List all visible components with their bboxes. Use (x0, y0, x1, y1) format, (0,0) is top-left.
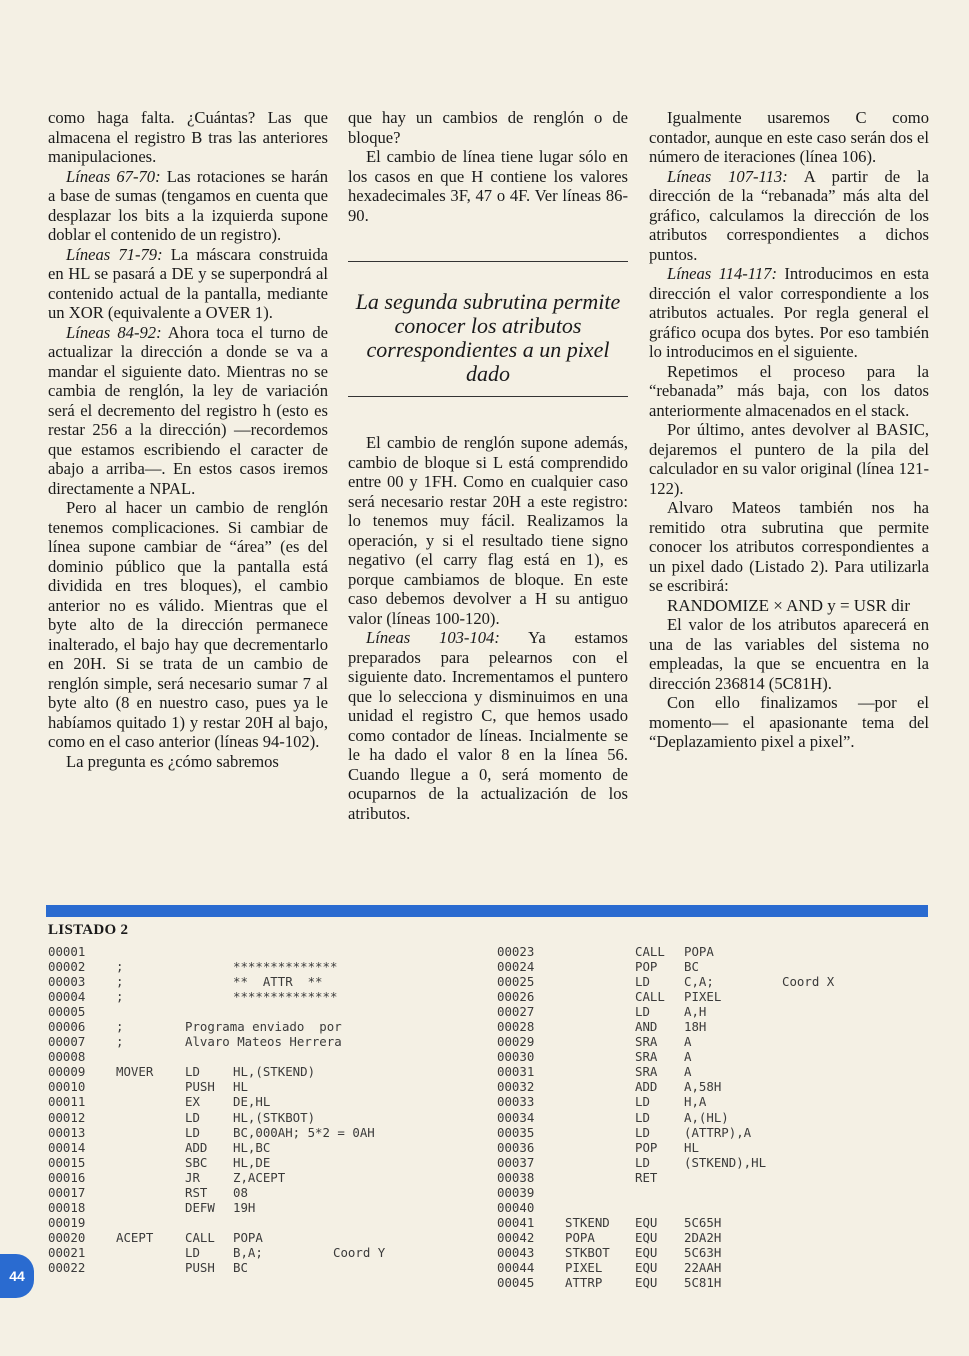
line-number: 00041 (497, 1214, 535, 1230)
code-label: ATTRP (565, 1275, 603, 1291)
line-number: 00039 (497, 1184, 535, 1200)
line-number: 00004 (48, 989, 86, 1005)
line-number: 00017 (48, 1184, 86, 1200)
line-number: 00036 (497, 1139, 535, 1155)
code-opcode: EQU (635, 1259, 658, 1275)
code-operand: A (684, 1049, 692, 1065)
line-number: 00042 (497, 1229, 535, 1245)
code-opcode: LD (635, 1109, 650, 1125)
code-operand: B,A; (233, 1244, 263, 1260)
line-number: 00002 (48, 959, 86, 975)
line-number: 00025 (497, 974, 535, 990)
paragraph-text: Igualmente usaremos C como contador, aunque en este caso serán dos el número de iteraciones (línea 106). (649, 108, 929, 166)
paragraph-text: Ahora toca el turno de actualizar la dirección a donde se va a mandar el siguiente dato. Mientras no se cambia de renglón, la ley de variación será el decremento del registro h (esto es restar 256 a la dirección) —recordemos que estamos escribiendo el caracter de abajo a arriba—. En estos casos iremos directamente a NPAL. (48, 322, 328, 498)
code-operand: (STKEND),HL (684, 1154, 767, 1170)
paragraph (649, 362, 929, 421)
text-column-2-top (348, 108, 628, 225)
code-opcode: EX (185, 1094, 200, 1110)
code-opcode: Programa enviado por (185, 1019, 342, 1035)
code-opcode: ADD (185, 1139, 208, 1155)
line-reference: Líneas 67-70: (66, 166, 161, 186)
line-number: 00045 (497, 1275, 535, 1291)
code-operand: 19H (233, 1199, 256, 1215)
paragraph-text: La máscara construida en HL se pasará a DE y se superpondrá al contenido actual de la pantalla, mediante un XOR (equivalente a OVER 1). (48, 244, 328, 322)
line-number: 00024 (497, 959, 535, 975)
text-column-1 (48, 108, 328, 771)
code-operand: A (684, 1034, 692, 1050)
line-number: 00035 (497, 1124, 535, 1140)
page-number: 44 (9, 1268, 25, 1284)
line-reference: Líneas 84-92: (66, 322, 162, 342)
line-reference: Líneas 103-104: (366, 628, 500, 647)
line-number: 00005 (48, 1004, 86, 1020)
code-comment: Coord X (782, 974, 835, 990)
line-number: 00009 (48, 1064, 86, 1080)
paragraph-text: Introducimos en esta dirección el valor correspondiente a los atributos actuales. Por regla general el gráfico ocupa dos bytes. Por eso también lo introducimos en el siguiente. (649, 264, 929, 361)
line-number: 00028 (497, 1019, 535, 1035)
code-operand: HL,DE (233, 1154, 271, 1170)
text-column-3-top (649, 108, 929, 596)
line-number: 00037 (497, 1154, 535, 1170)
paragraph (48, 167, 328, 245)
paragraph-text: A partir de la dirección de la “rebanada” más alta del gráfico, calculamos la dirección de los atributos correspondientes a dichos puntos. (649, 166, 929, 264)
code-label: ; (116, 989, 124, 1005)
code-operand: ************** (233, 959, 338, 975)
code-opcode: ADD (635, 1079, 658, 1095)
line-number: 00032 (497, 1079, 535, 1095)
code-opcode: SRA (635, 1034, 658, 1050)
line-number: 00021 (48, 1244, 86, 1260)
code-opcode: PUSH (185, 1259, 215, 1275)
line-number: 00018 (48, 1199, 86, 1215)
paragraph-text: Las rotaciones se harán a base de sumas (tengamos en cuenta que desplazar los bits a la izquierda supone doblar el contenido de un registro). (48, 166, 328, 244)
code-opcode: Alvaro Mateos Herrera (185, 1034, 342, 1050)
paragraph-text: El cambio de renglón supone además, cambio de bloque si L está comprendido entre 00 y 1FH. Como en cualquier caso será necesario restar 20H a este registro: lo tenemos muy fácil. Realizamos la operación, y si el resultado tiene signo negativo (el carry flag está en 1), es porque cambiamos de bloque. En este caso debemos devolver a H su antiguo valor (líneas 100-120). (348, 433, 628, 628)
code-label: ; (116, 959, 124, 975)
code-opcode: EQU (635, 1244, 658, 1260)
paragraph-text: Por último, antes devolver al BASIC, dejaremos el puntero de la pila del calculador en su valor original (línea 121-122). (649, 420, 929, 498)
paragraph-text: La pregunta es ¿cómo sabremos (66, 751, 279, 771)
paragraph (348, 433, 628, 628)
code-operand: 22AAH (684, 1259, 722, 1275)
code-operand: POPA (233, 1229, 263, 1245)
line-number: 00022 (48, 1259, 86, 1275)
line-reference: Líneas 71-79: (66, 244, 163, 264)
listing-title: LISTADO 2 (48, 922, 129, 938)
code-operand: 5C65H (684, 1214, 722, 1230)
line-number: 00019 (48, 1214, 86, 1230)
code-opcode: CALL (185, 1229, 215, 1245)
line-number: 00020 (48, 1229, 86, 1245)
code-opcode: RET (635, 1169, 658, 1185)
line-number: 00029 (497, 1034, 535, 1050)
code-operand: PIXEL (684, 989, 722, 1005)
code-operand: HL,BC (233, 1139, 271, 1155)
line-number: 00026 (497, 989, 535, 1005)
paragraph-text: El cambio de línea tiene lugar sólo en los casos en que H contiene los valores hexadecimales 3F, 47 o 4F. Ver líneas 86-90. (348, 147, 628, 225)
code-label: STKEND (565, 1214, 610, 1230)
paragraph (348, 147, 628, 225)
code-operand: A,58H (684, 1079, 722, 1095)
code-operand: 5C63H (684, 1244, 722, 1260)
code-operand: BC,000AH; 5*2 = 0AH (233, 1124, 375, 1140)
code-operand: POPA (684, 944, 714, 959)
code-operand: H,A (684, 1094, 707, 1110)
code-opcode: LD (185, 1244, 200, 1260)
code-comment: Coord Y (333, 1244, 386, 1260)
line-reference: Líneas 107-113: (667, 166, 788, 186)
line-number: 00040 (497, 1199, 535, 1215)
code-opcode: SRA (635, 1064, 658, 1080)
code-opcode: LD (635, 1094, 650, 1110)
paragraph (649, 420, 929, 498)
code-opcode: LD (185, 1124, 200, 1140)
line-number: 00016 (48, 1169, 86, 1185)
line-number: 00013 (48, 1124, 86, 1140)
paragraph (649, 167, 929, 265)
paragraph (48, 498, 328, 752)
text-column-2-bottom (348, 433, 628, 823)
code-operand: BC (233, 1259, 248, 1275)
line-reference: Líneas 114-117: (667, 264, 777, 283)
code-opcode: SRA (635, 1049, 658, 1065)
pullquote-rule-bottom (348, 396, 628, 397)
line-number: 00015 (48, 1154, 86, 1170)
line-number: 00030 (497, 1049, 535, 1065)
text-column-3 (649, 108, 929, 752)
code-label: STKBOT (565, 1244, 610, 1260)
paragraph-text: Pero al hacer un cambio de renglón tenemos complicaciones. Si cambiar de línea supone cambiar de “área” (es del dominio público que la pantalla está dividida en tres bloques), el cambio anterior no es válido. Mientras que el byte alto de la dirección permanece inalterado, el bajo hay que decrementarlo en 20H. Si se trata de un cambio de renglón simple, será necesario sumar 7 al byte alto (8 en nuestro caso, pues ya le habíamos quitado 1) y restar 20H al bajo, como en el caso anterior (líneas 94-102). (48, 498, 328, 751)
code-operand: HL,(STKBOT) (233, 1109, 316, 1125)
line-number: 00007 (48, 1034, 86, 1050)
line-number: 00027 (497, 1004, 535, 1020)
code-opcode: POP (635, 1139, 658, 1155)
code-opcode: LD (635, 1154, 650, 1170)
line-number: 00012 (48, 1109, 86, 1125)
code-opcode: LD (635, 974, 650, 990)
line-number: 00010 (48, 1079, 86, 1095)
line-number: 00014 (48, 1139, 86, 1155)
text-column-3-bottom (649, 615, 929, 752)
code-operand: ** ATTR ** (233, 974, 323, 990)
code-operand: 08 (233, 1184, 248, 1200)
paragraph-text: como haga falta. ¿Cuántas? Las que almacena el registro B tras las anteriores manipulaciones. (48, 108, 328, 166)
paragraph-text: Con ello finalizamos —por el momento— el apasionante tema del “Deplazamiento pixel a pixel”. (649, 693, 929, 751)
line-number: 00033 (497, 1094, 535, 1110)
code-operand: BC (684, 959, 699, 975)
code-opcode: EQU (635, 1229, 658, 1245)
code-opcode: DEFW (185, 1199, 215, 1215)
code-label: ACEPT (116, 1229, 154, 1245)
paragraph-text: Repetimos el proceso para la “rebanada” más baja, con los datos anteriormente almacenados en el stack. (649, 361, 929, 420)
code-operand: HL (684, 1139, 699, 1155)
code-operand: A,H (684, 1004, 707, 1020)
code-opcode: LD (635, 1124, 650, 1140)
usage-formula: RANDOMIZE × AND y = USR dir (667, 595, 911, 615)
code-operand: DE,HL (233, 1094, 271, 1110)
code-label: ; (116, 1034, 124, 1050)
code-opcode: JR (185, 1169, 200, 1185)
paragraph (649, 498, 929, 596)
paragraph (649, 264, 929, 362)
code-label: ; (116, 1019, 124, 1035)
code-operand: A (684, 1064, 692, 1080)
code-operand: HL,(STKEND) (233, 1064, 316, 1080)
code-opcode: CALL (635, 944, 665, 959)
paragraph (649, 693, 929, 752)
code-opcode: POP (635, 959, 658, 975)
code-operand: A,(HL) (684, 1109, 729, 1125)
code-operand: ************** (233, 989, 338, 1005)
paragraph (48, 752, 328, 772)
page-number-tab (0, 1254, 34, 1298)
paragraph (48, 323, 328, 499)
paragraph-text: Alvaro Mateos también nos ha remitido otra subrutina que permite conocer los atributos correspondientes a un pixel dado (Listado 2). Para utilizarla se escribirá: (649, 498, 929, 595)
code-operand: Z,ACEPT (233, 1169, 286, 1185)
line-number: 00044 (497, 1259, 535, 1275)
paragraph (48, 108, 328, 167)
listing-accent-bar (46, 905, 928, 917)
paragraph (348, 628, 628, 823)
line-number: 00001 (48, 944, 86, 959)
paragraph-text: El valor de los atributos aparecerá en una de las variables del sistema no empleadas, la que se encuentra en la dirección 236814 (5C81H). (649, 615, 929, 693)
paragraph-text: que hay un cambios de renglón o de bloque? (348, 108, 628, 147)
code-opcode: LD (185, 1109, 200, 1125)
code-opcode: PUSH (185, 1079, 215, 1095)
line-number: 00031 (497, 1064, 535, 1080)
line-number: 00003 (48, 974, 86, 990)
code-opcode: LD (185, 1064, 200, 1080)
code-operand: C,A; (684, 974, 714, 990)
code-label: PIXEL (565, 1259, 603, 1275)
code-operand: HL (233, 1079, 248, 1095)
paragraph (649, 615, 929, 693)
text-column-2 (348, 108, 628, 823)
paragraph (48, 245, 328, 323)
pullquote-rule-top (348, 261, 628, 262)
line-number: 00006 (48, 1019, 86, 1035)
code-opcode: EQU (635, 1275, 658, 1291)
code-opcode: RST (185, 1184, 208, 1200)
code-operand: 2DA2H (684, 1229, 722, 1245)
line-number: 00043 (497, 1244, 535, 1260)
line-number: 00023 (497, 944, 535, 959)
code-label: MOVER (116, 1064, 154, 1080)
line-number: 00011 (48, 1094, 86, 1110)
code-opcode: LD (635, 1004, 650, 1020)
paragraph-text: Ya estamos preparados para pelearnos con el siguiente dato. Incrementamos el puntero que lo selecciona y disminuimos en una unidad el registro C, que hemos usado como contador de líneas. Incialmente se le ha dado el valor 8 en la línea 56. Cuando llegue a 0, será momento de ocuparnos de la actualización de los atributos. (348, 628, 628, 823)
code-opcode: CALL (635, 989, 665, 1005)
code-operand: 18H (684, 1019, 707, 1035)
code-operand: (ATTRP),A (684, 1124, 752, 1140)
line-number: 00038 (497, 1169, 535, 1185)
code-opcode: AND (635, 1019, 658, 1035)
paragraph (348, 108, 628, 147)
code-opcode: EQU (635, 1214, 658, 1230)
code-label: ; (116, 974, 124, 990)
pullquote: La segunda subrutina permite conocer los atributos correspondientes a un pixel dado (355, 289, 621, 386)
code-label: POPA (565, 1229, 595, 1245)
paragraph (649, 108, 929, 167)
code-operand: 5C81H (684, 1275, 722, 1291)
line-number: 00008 (48, 1049, 86, 1065)
code-opcode: SBC (185, 1154, 208, 1170)
line-number: 00034 (497, 1109, 535, 1125)
